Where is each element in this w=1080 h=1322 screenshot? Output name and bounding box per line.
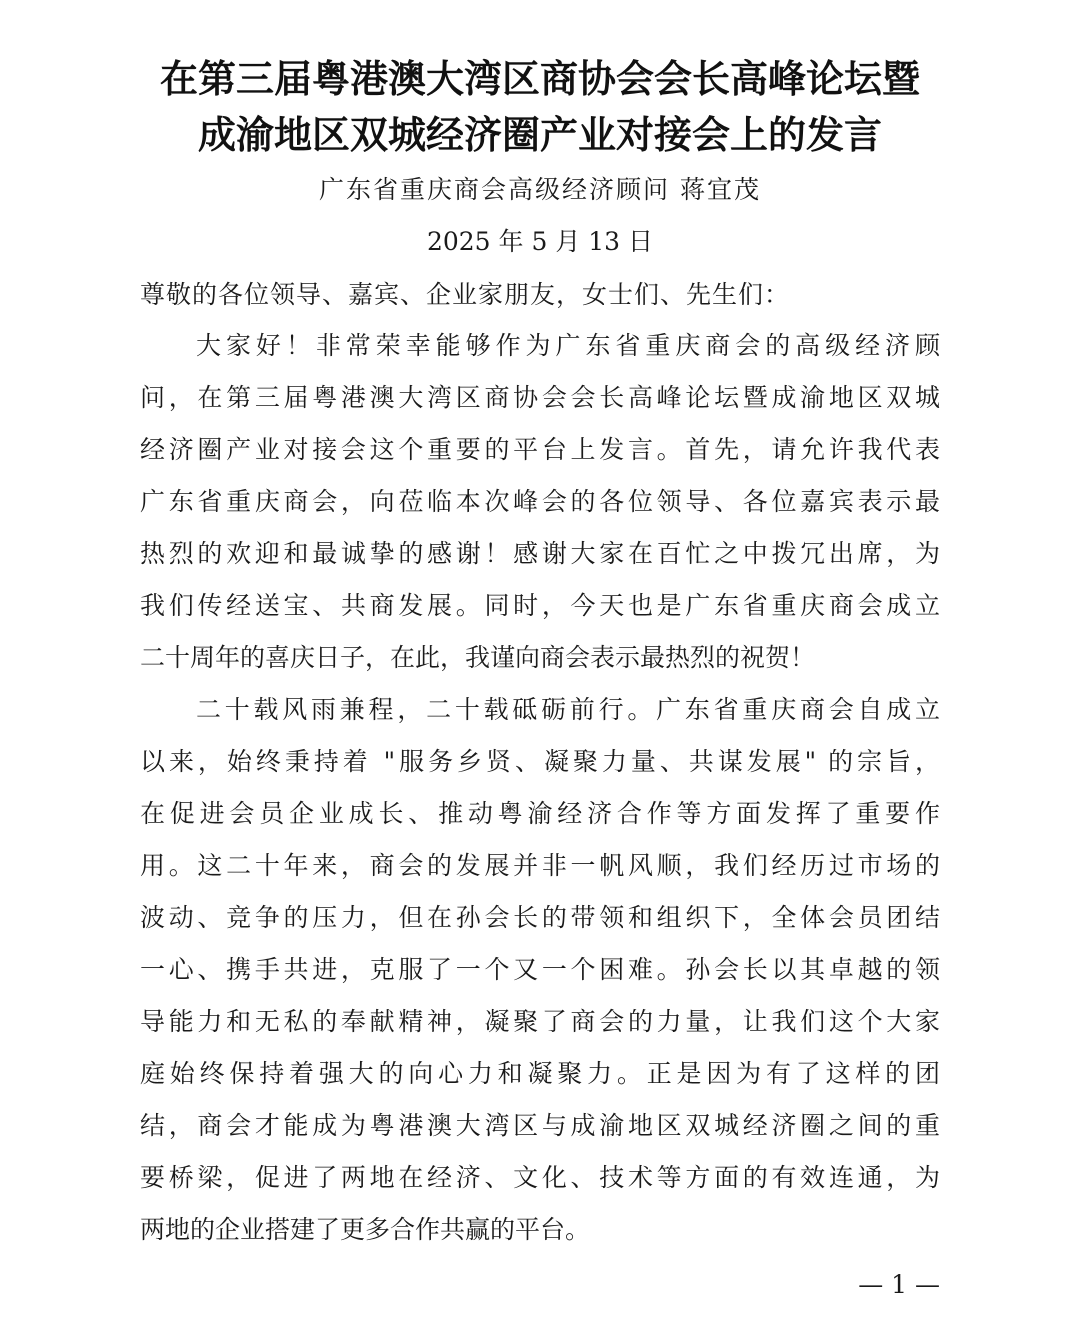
paragraph-1-line: 我们传经送宝、共商发展。同时，今天也是广东省重庆商会成立 [140,591,940,620]
paragraph-2-line: 要桥梁，促进了两地在经济、文化、技术等方面的有效连通，为 [140,1163,940,1192]
document-title-line-2: 成渝地区双城经济圈产业对接会上的发言 [197,113,882,157]
paragraph-1-line: 经济圈产业对接会这个重要的平台上发言。首先，请允许我代表 [140,435,940,464]
paragraph-1-line: 热烈的欢迎和最诚挚的感谢！感谢大家在百忙之中拨冗出席，为 [140,539,940,568]
paragraph-1-line: 大家好！非常荣幸能够作为广东省重庆商会的高级经济顾 [196,331,940,360]
paragraph-2-line: 波动、竞争的压力，但在孙会长的带领和组织下，全体会员团结 [140,903,940,932]
paragraph-2-line: 以来，始终秉持着 "服务乡贤、凝聚力量、共谋发展" 的宗旨， [140,747,940,776]
author-line: 广东省重庆商会高级经济顾问 蒋宜茂 [319,175,761,204]
paragraph-1-line: 问，在第三届粤港澳大湾区商协会会长高峰论坛暨成渝地区双城 [140,383,940,412]
page-number: — 1 — [858,1270,940,1299]
paragraph-2-line: 导能力和无私的奉献精神，凝聚了商会的力量，让我们这个大家 [140,1007,940,1036]
document-title-line-1: 在第三届粤港澳大湾区商协会会长高峰论坛暨 [159,57,920,101]
paragraph-2-line: 用。这二十年来，商会的发展并非一帆风顺，我们经历过市场的 [140,851,940,880]
paragraph-2-line: 两地的企业搭建了更多合作共赢的平台。 [140,1215,591,1244]
date-line: 2025 年 5 月 13 日 [426,227,654,256]
paragraph-2-line: 一心、携手共进，克服了一个又一个困难。孙会长以其卓越的领 [140,955,940,984]
paragraph-2-line: 庭始终保持着强大的向心力和凝聚力。正是因为有了这样的团 [140,1059,940,1088]
paragraph-2-line: 二十载风雨兼程，二十载砥砺前行。广东省重庆商会自成立 [196,695,940,724]
paragraph-1-line: 二十周年的喜庆日子，在此，我谨向商会表示最热烈的祝贺！ [140,643,816,672]
paragraph-1-line: 广东省重庆商会，向莅临本次峰会的各位领导、各位嘉宾表示最 [140,487,940,516]
paragraph-2-line: 在促进会员企业成长、推动粤渝经济合作等方面发挥了重要作 [140,799,940,828]
salutation: 尊敬的各位领导、嘉宾、企业家朋友，女士们、先生们： [140,280,791,309]
paragraph-2-line: 结，商会才能成为粤港澳大湾区与成渝地区双城经济圈之间的重 [140,1111,940,1140]
